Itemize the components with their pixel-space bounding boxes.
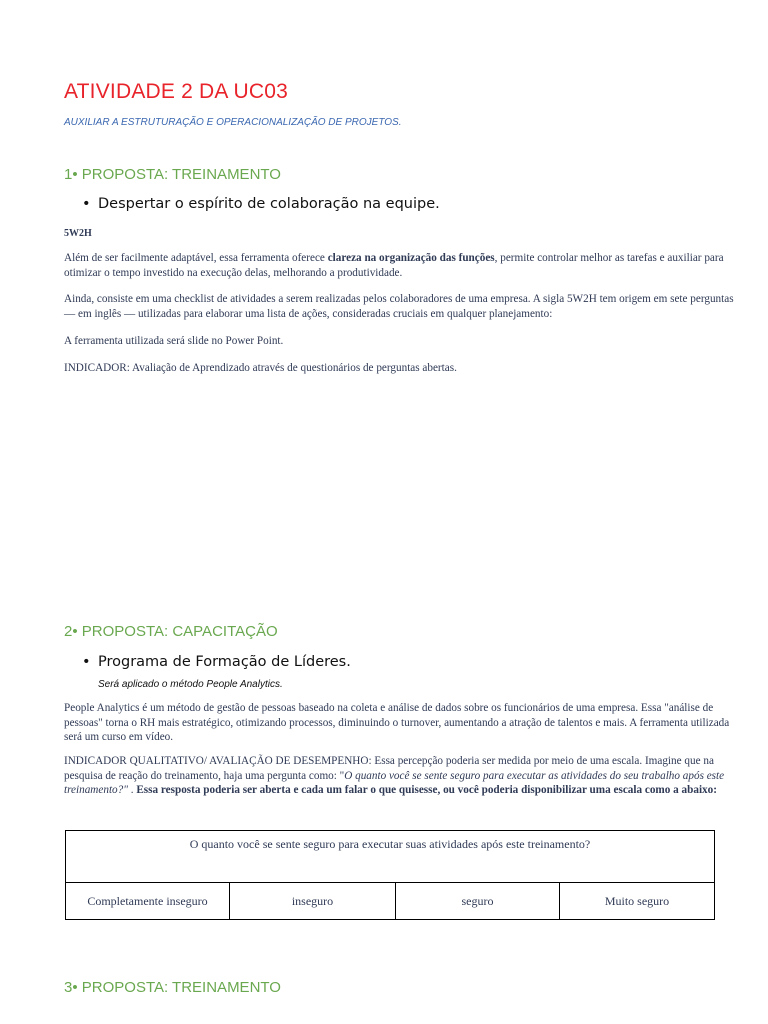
section1-bullet-text: Despertar o espírito de colaboração na equipe. <box>98 196 440 212</box>
p1-post: , permite controlar melhor as tarefas e auxiliar para otimizar o tempo investido na execução delas, melhorando a produtividade. <box>64 252 724 279</box>
scale-option-secure: seguro <box>396 883 560 920</box>
scale-question: O quanto você se sente seguro para executar suas atividades após este treinamento? <box>66 831 715 883</box>
section1-label: 5W2H <box>64 228 92 239</box>
section2-subtitle: Será aplicado o método People Analytics. <box>98 679 283 690</box>
bullet-dot-icon: • <box>82 196 91 212</box>
indicator-text: Essa percepção poderia ser medida por meio de uma escala. Imagine que na pesquisa de reação do treinamento, haja uma pergunta como: " <box>64 755 714 782</box>
bullet-dot-icon: • <box>82 654 91 670</box>
p1-pre: Além de ser facilmente adaptável, essa ferramenta oferece <box>64 252 328 264</box>
section2-bullet <box>82 654 351 670</box>
section1-paragraph-1 <box>64 251 734 280</box>
section3-heading: 3• PROPOSTA: TREINAMENTO <box>64 979 281 996</box>
scale-options-row <box>66 883 715 920</box>
scale-option-insecure: inseguro <box>230 883 396 920</box>
scale-question-row <box>66 831 715 883</box>
indicator-question: O quanto você se sente seguro para executar as atividades do seu trabalho após este treinamento?" <box>64 769 725 796</box>
scale-option-very-secure: Muito seguro <box>560 883 715 920</box>
scale-option-completely-insecure: Completamente inseguro <box>66 883 230 920</box>
indicator-bold: Essa resposta poderia ser aberta e cada um falar o que quisesse, ou você poderia disponibilizar uma escala como a abaixo: <box>136 784 717 796</box>
section2-heading: 2• PROPOSTA: CAPACITAÇÃO <box>64 623 278 640</box>
section1-paragraph-4: INDICADOR: Avaliação de Aprendizado através de questionários de perguntas abertas. <box>64 362 457 374</box>
indicator-label: INDICADOR QUALITATIVO/ AVALIAÇÃO DE DESEMPENHO: <box>64 755 372 767</box>
page-title: ATIVIDADE 2 DA UC03 <box>64 80 288 103</box>
section2-bullet-text: Programa de Formação de Líderes. <box>98 654 351 670</box>
p1-bold: clareza na organização das funções <box>327 252 495 264</box>
section1-heading: 1• PROPOSTA: TREINAMENTO <box>64 166 281 183</box>
indicator-separator: . <box>127 784 137 796</box>
page-subtitle: AUXILIAR A ESTRUTURAÇÃO E OPERACIONALIZAÇÃO DE PROJETOS. <box>64 117 402 128</box>
section1-paragraph-3: A ferramenta utilizada será slide no Power Point. <box>64 335 284 347</box>
section1-paragraph-2: Ainda, consiste em uma checklist de atividades a serem realizadas pelos colaboradores de uma empresa. A sigla 5W2H tem origem em sete perguntas — em inglês — utilizadas para elaborar uma lista de ações, consideradas cruciais em qualquer planejamento: <box>64 293 734 320</box>
section2-paragraph-2 <box>64 754 734 798</box>
section1-bullet <box>82 196 440 212</box>
scale-table <box>65 830 715 920</box>
section2-paragraph-1: People Analytics é um método de gestão de pessoas baseado na coleta e análise de dados sobre os funcionários de uma empresa. Essa "análise de pessoas" torna o RH mais estratégico, otimizando processos, diminuindo o turnover, aumentando a atração de talentos e mais. A ferramenta utilizada será um curso em vídeo. <box>64 702 730 743</box>
